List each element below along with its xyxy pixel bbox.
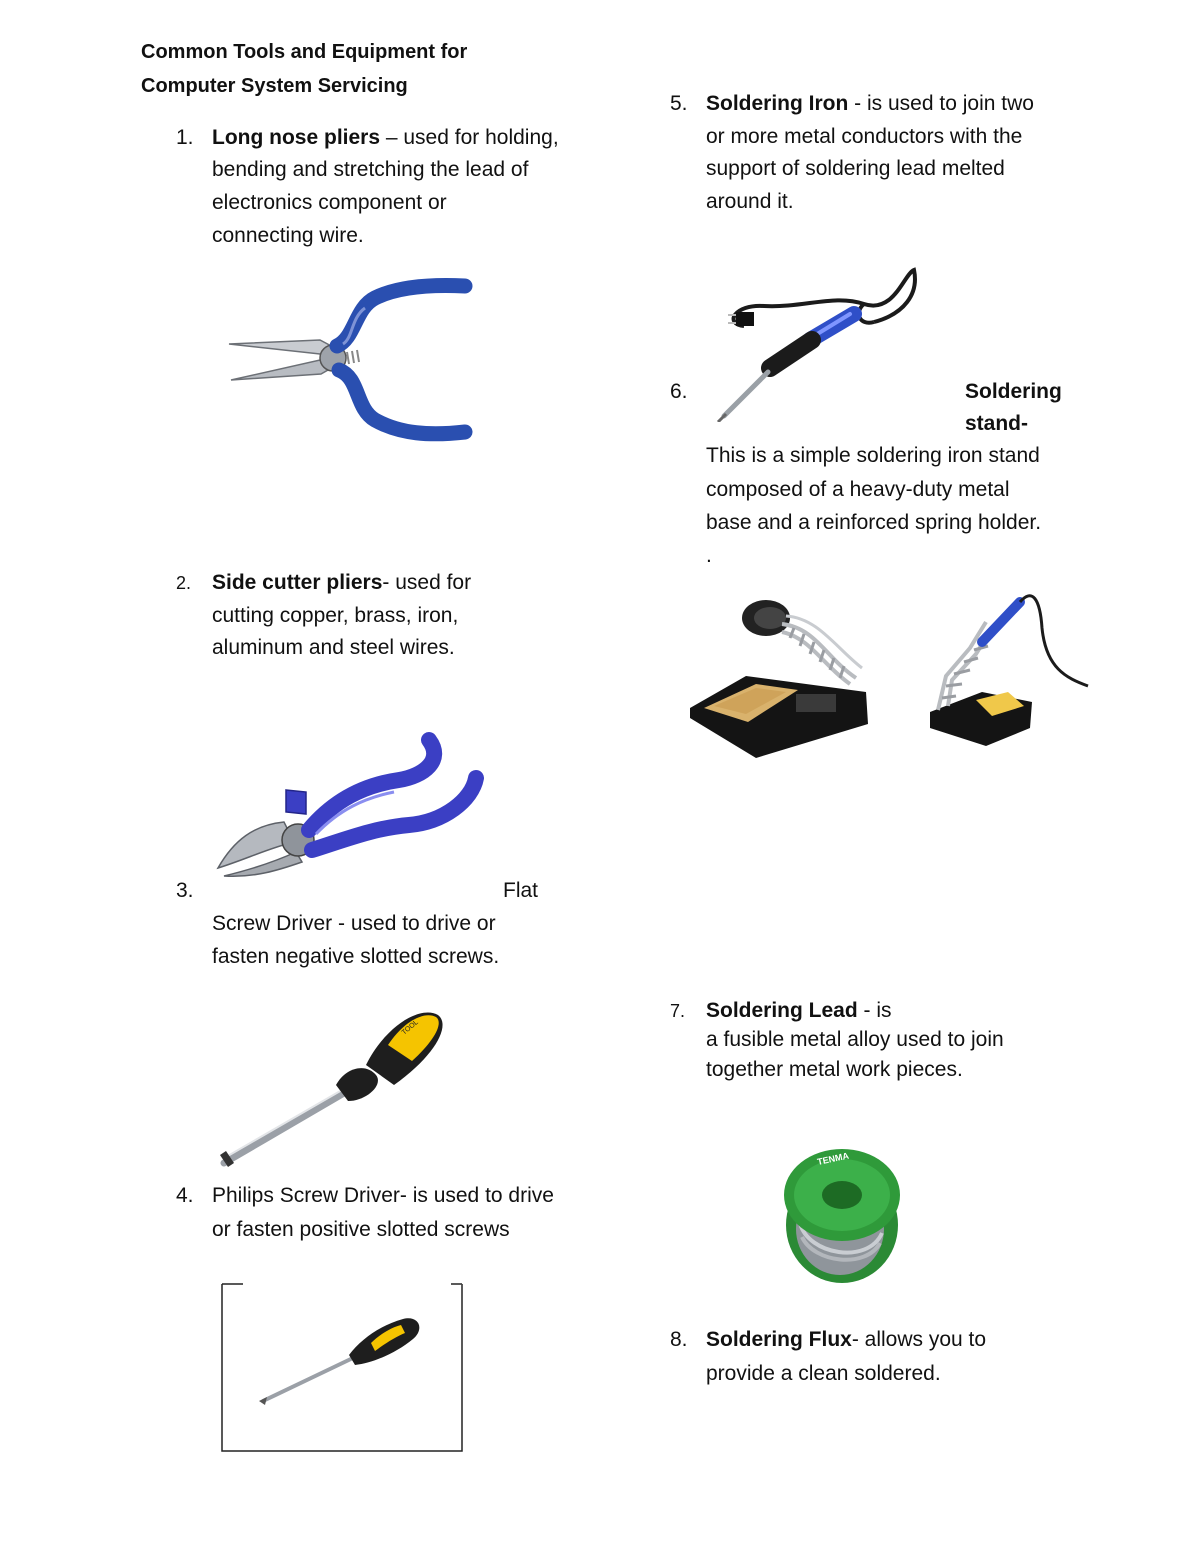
item-7-desc-1: - is (857, 999, 892, 1022)
item-3-desc-1: Screw Driver - used to drive or (212, 912, 496, 935)
item-8-desc-2: provide a clean soldered. (706, 1362, 941, 1385)
item-7-number: 7. (670, 1001, 686, 1021)
soldering-iron-image (714, 264, 919, 422)
item-7-desc-2: a fusible metal alloy used to join (706, 1028, 1004, 1051)
item-6-name-2: stand- (965, 412, 1028, 435)
item-5-desc-1: - is used to join two (848, 92, 1034, 115)
item-7-name: Soldering Lead (706, 999, 858, 1022)
item-1-desc-3: electronics component or (212, 191, 447, 214)
item-4-desc-2: or fasten positive slotted screws (212, 1218, 510, 1241)
item-6-desc-4: . (706, 544, 712, 567)
item-2-line-1 (212, 566, 471, 599)
soldering-lead-image (778, 1145, 908, 1287)
item-5-name: Soldering Iron (706, 92, 849, 115)
flat-screwdriver-image (216, 1005, 451, 1170)
item-8-desc-1: - allows you to (851, 1328, 987, 1351)
item-3-desc-2: fasten negative slotted screws. (212, 945, 500, 968)
item-5-desc-4: around it. (706, 190, 794, 213)
philips-screwdriver-image (221, 1283, 464, 1452)
item-1-desc-2: bending and stretching the lead of (212, 158, 529, 181)
item-6-name: Soldering (965, 380, 1062, 403)
item-6-desc-2: composed of a heavy-duty metal (706, 478, 1010, 501)
item-2-desc-3: aluminum and steel wires. (212, 636, 455, 659)
side-cutter-pliers-image (214, 730, 489, 882)
item-8-number: 8. (670, 1328, 688, 1351)
item-2-desc-1: - used for (382, 571, 472, 594)
item-1-name: Long nose pliers (212, 126, 381, 149)
item-8-line-1 (706, 1323, 986, 1356)
title-line-1: Common Tools and Equipment for (141, 41, 468, 63)
item-2-name: Side cutter pliers (212, 571, 383, 594)
item-6-desc-1: This is a simple soldering iron stand (706, 444, 1040, 467)
item-1-desc-4: connecting wire. (212, 224, 364, 247)
item-5-number: 5. (670, 92, 688, 115)
item-3-number: 3. (176, 879, 194, 902)
item-8-name: Soldering Flux (706, 1328, 852, 1351)
spool-brand-label: TENMA (816, 1150, 850, 1167)
item-1-desc-1: – used for holding, (380, 126, 559, 149)
long-nose-pliers-image (225, 278, 480, 443)
item-5-line-1 (706, 87, 1034, 120)
item-4-number: 4. (176, 1184, 194, 1207)
item-7-desc-3: together metal work pieces. (706, 1058, 963, 1081)
item-3-name: Flat (503, 879, 539, 902)
item-2-desc-2: cutting copper, brass, iron, (212, 604, 459, 627)
item-6-number: 6. (670, 380, 688, 403)
item-6-desc-3: base and a reinforced spring holder. (706, 511, 1042, 534)
soldering-stand-image (686, 588, 1092, 763)
title-line-2: Computer System Servicing (141, 75, 408, 97)
item-4-desc-1: Philips Screw Driver- is used to drive (212, 1184, 554, 1207)
item-5-desc-2: or more metal conductors with the (706, 125, 1023, 148)
item-5-desc-3: support of soldering lead melted (706, 157, 1005, 180)
item-1-line-1 (212, 121, 559, 154)
svg-text:TOOL: TOOL (400, 1018, 420, 1037)
item-1-number: 1. (176, 126, 194, 149)
item-2-number: 2. (176, 573, 192, 593)
document-title (141, 35, 467, 103)
